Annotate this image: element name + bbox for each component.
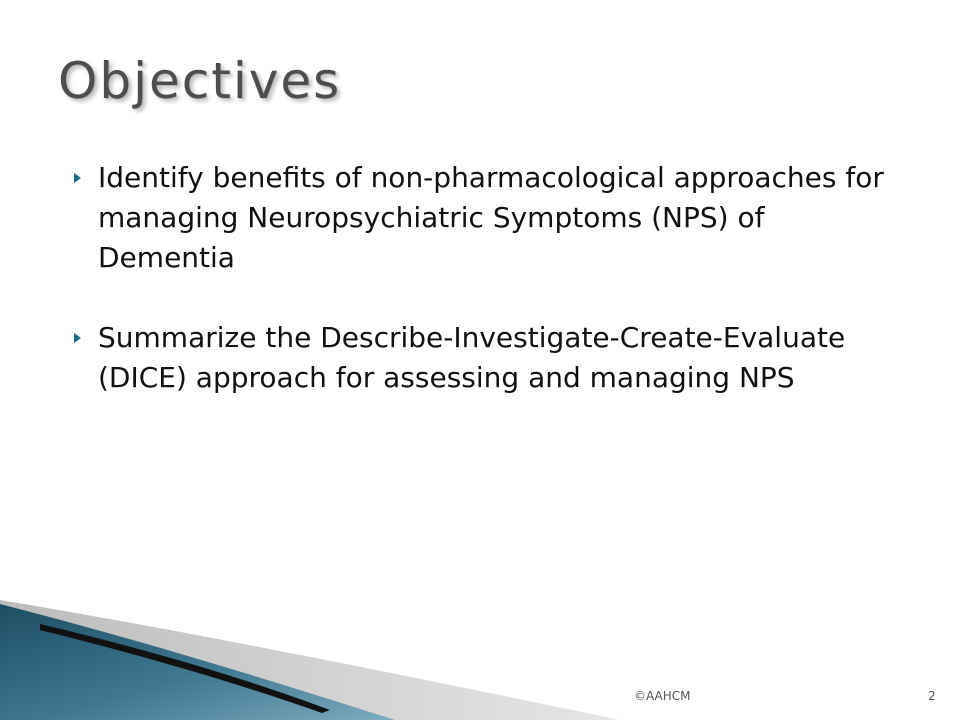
bullet-item (74, 318, 894, 398)
triangle-bullet-icon (74, 173, 81, 183)
bullet-list (74, 158, 894, 438)
bullet-text: Identify benefits of non-pharmacological approaches for managing Neuropsychiatric Symptoms (NPS) of Dementia (98, 161, 884, 274)
bullet-item (74, 158, 894, 278)
wave-decoration (0, 580, 620, 720)
page-number: 2 (928, 689, 936, 703)
bullet-text: Summarize the Describe-Investigate-Create-Evaluate (DICE) approach for assessing and managing NPS (98, 321, 846, 394)
triangle-bullet-icon (74, 333, 81, 343)
slide-title: Objectives (58, 52, 342, 110)
footer-copyright: ©AAHCM (634, 689, 691, 703)
